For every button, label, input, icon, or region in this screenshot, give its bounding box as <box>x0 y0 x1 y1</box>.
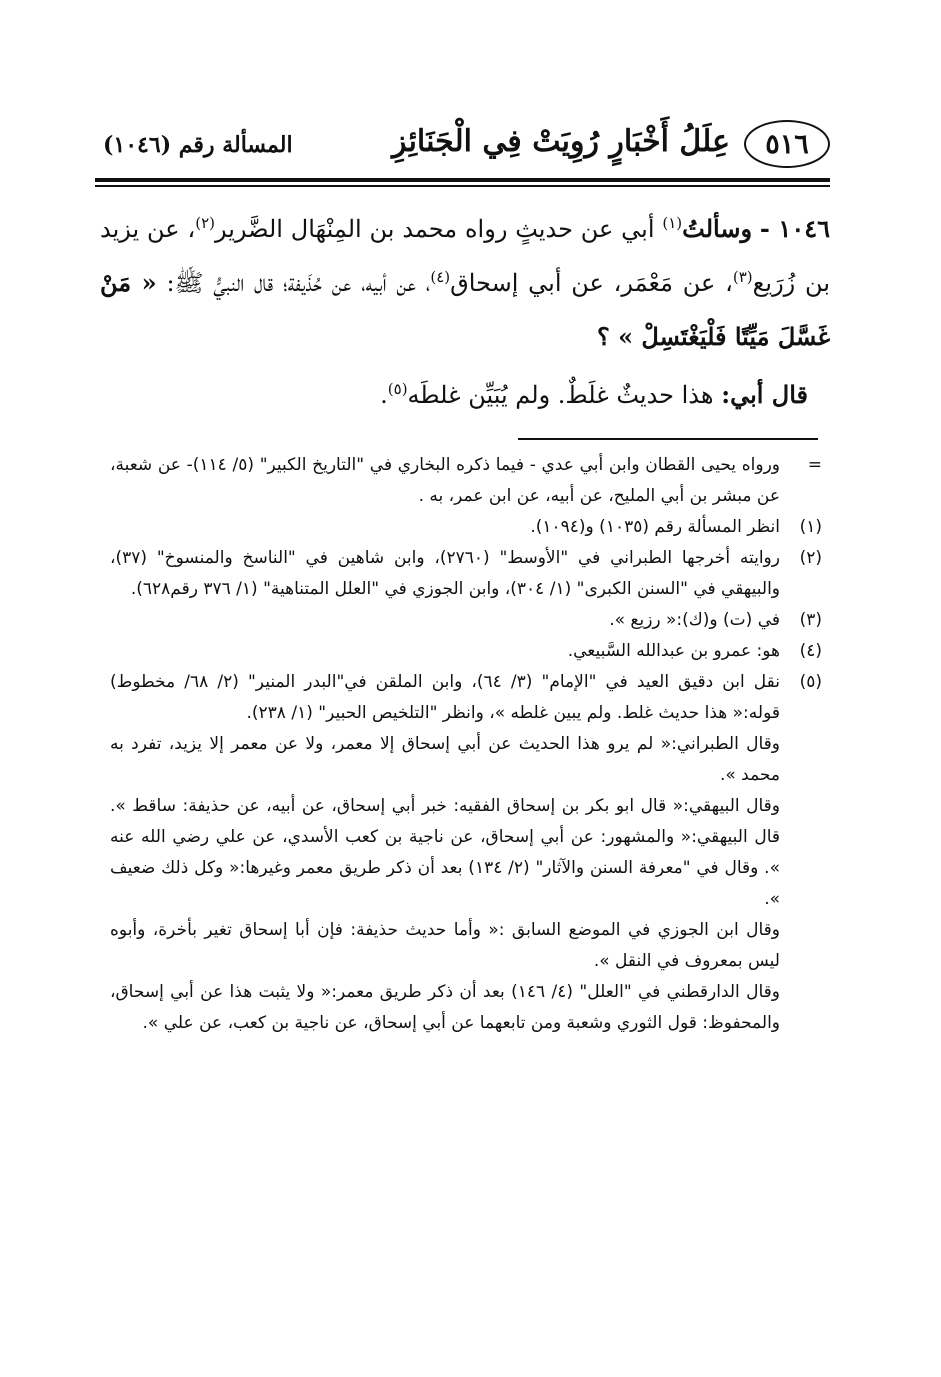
footnote-text: انظر المسألة رقم (١٠٣٥) و(١٠٩٤). <box>530 517 780 537</box>
footnote-mark: (٣) <box>799 610 822 630</box>
page-header <box>95 118 830 178</box>
footnote-4 <box>110 636 822 667</box>
footnote-text: ورواه يحيى القطان وابن أبي عدي - فيما ذكره البخاري في "التاريخ الكبير" (٥/ ١١٤)- عن شعبة، عن مبشر بن أبي المليح، عن أبيه، عن ابن عمر، به . <box>110 455 780 506</box>
footnote-5-paragraph-daraqutni: وقال الدارقطني في "العلل" (٤/ ١٤٦) بعد أن ذكر طريق معمر:« ولا يثبت هذا عن أبي إسحاق، والمحفوظ: قول الثوري وشعبة ومن تابعهما عن أبي إسحاق، عن ناجية بن كعب، عن علي ». <box>110 982 780 1033</box>
footnote-mark: (١) <box>799 517 822 537</box>
answer-text: هذا حديثٌ غلَطٌ. ولم يُبَيِّن غلطَه <box>407 381 714 409</box>
footnote-5-paragraph-bayhaqi: وقال البيهقي:« قال ابو بكر بن إسحاق الفقيه: خبر أبي إسحاق، عن أبيه، عن حذيفة: ساقط ». قال البيهقي:« والمشهور: عن أبي إسحاق، عن ناجية بن كعب الأسدي، عن علي رضي الله عنه ». وقال في "معرفة السنن والآثار" (٢/ ١٣٤) بعد أن ذكر طريق معمر وغيرها:« وكل ذلك ضعيف ». <box>110 796 780 909</box>
footnote-5-paragraph-tabarani: وقال الطبراني:« لم يرو هذا الحديث عن أبي إسحاق إلا معمر، ولا عن معمر إلا يزيد، تفرد به محمد ». <box>110 734 780 785</box>
footnote-2 <box>110 543 822 605</box>
footnote-3 <box>110 605 822 636</box>
issue-label: المسألة رقم (١٠٤٦) <box>103 132 293 158</box>
running-title: عِلَلُ أَخْبَارٍ رُوِيَتْ فِي الْجَنَائِزِ <box>392 124 730 159</box>
footnote-mark: (٥) <box>799 672 822 692</box>
question-text-3: ، عن مَعْمَر، عن أبي إسحاق <box>450 269 733 297</box>
footnote-text: هو: عمرو بن عبدالله السَّبيعي. <box>567 641 780 661</box>
question-text-4: ، عن أبيه، عن حُذَيفة؛ قال النبيُّ ﷺ: <box>166 269 431 297</box>
footnote-5-paragraph-ibn-aljawzi: وقال ابن الجوزي في الموضع السابق :« وأما حديث حذيفة: فإن أبا إسحاق تغير بأخرة، وأبوه ليس بمعروف في النقل ». <box>110 920 780 971</box>
footnote-mark: = <box>807 455 822 475</box>
main-text <box>100 202 830 422</box>
footnote-5 <box>110 667 822 729</box>
question-text-2: ، عن يزيد بن زُرَيع <box>100 215 831 297</box>
footnote-separator <box>518 438 818 440</box>
page-number: ٥١٦ <box>744 120 830 168</box>
footnote-mark: (٢) <box>799 548 822 568</box>
footnote-ref-5[interactable]: (٥) <box>387 380 408 398</box>
answer-end: . <box>380 381 388 409</box>
footnote-1 <box>110 512 822 543</box>
issue-number: ١٠٤٦ - <box>759 214 830 243</box>
footnote-text: نقل ابن دقيق العيد في "الإمام" (٣/ ٦٤)، وابن الملقن في"البدر المنير" (٢/ ٦٨/ مخطوط) قوله:« هذا حديث غلط. ولم يبين غلطه »، وانظر "التلخيص الحبير" (١/ ٢٣٨). <box>110 672 780 723</box>
footnote-ref-3[interactable]: (٣) <box>732 268 753 286</box>
header-rule-thick <box>95 178 830 182</box>
footnote-text: روايته أخرجها الطبراني في "الأوسط" (٢٧٦٠)، وابن شاهين في "الناسخ والمنسوخ" (٣٧)، والبيهقي في "السنن الكبرى" (١/ ٣٠٤)، وابن الجوزي في "العلل المتناهية" (١/ ٣٧٦ رقم٦٢٨). <box>110 548 780 599</box>
answer-label: قال أبي: <box>721 380 808 409</box>
question-paragraph <box>100 202 830 364</box>
footnote-ref-2[interactable]: (٢) <box>195 214 215 232</box>
footnote-mark: (٤) <box>799 641 822 661</box>
footnote-ref-4[interactable]: (٤) <box>430 268 451 286</box>
answer-paragraph <box>100 368 808 422</box>
footnotes <box>110 450 822 1039</box>
footnote-ref-1[interactable]: (١) <box>662 214 683 232</box>
footnote-text: في (ت) و(ك):« رزيع ». <box>609 610 780 630</box>
footnote-continuation <box>110 450 822 512</box>
question-text-1: أبي عن حديثٍ رواه محمد بن المِنْهَال الضَّرير <box>215 215 655 243</box>
question-intro: وسألتُ <box>682 214 753 243</box>
hadith-text: « مَنْ غَسَّلَ مَيِّتًا فَلْيَغْتَسِلْ » ؟ <box>100 268 830 351</box>
header-rule-thin <box>95 185 830 187</box>
